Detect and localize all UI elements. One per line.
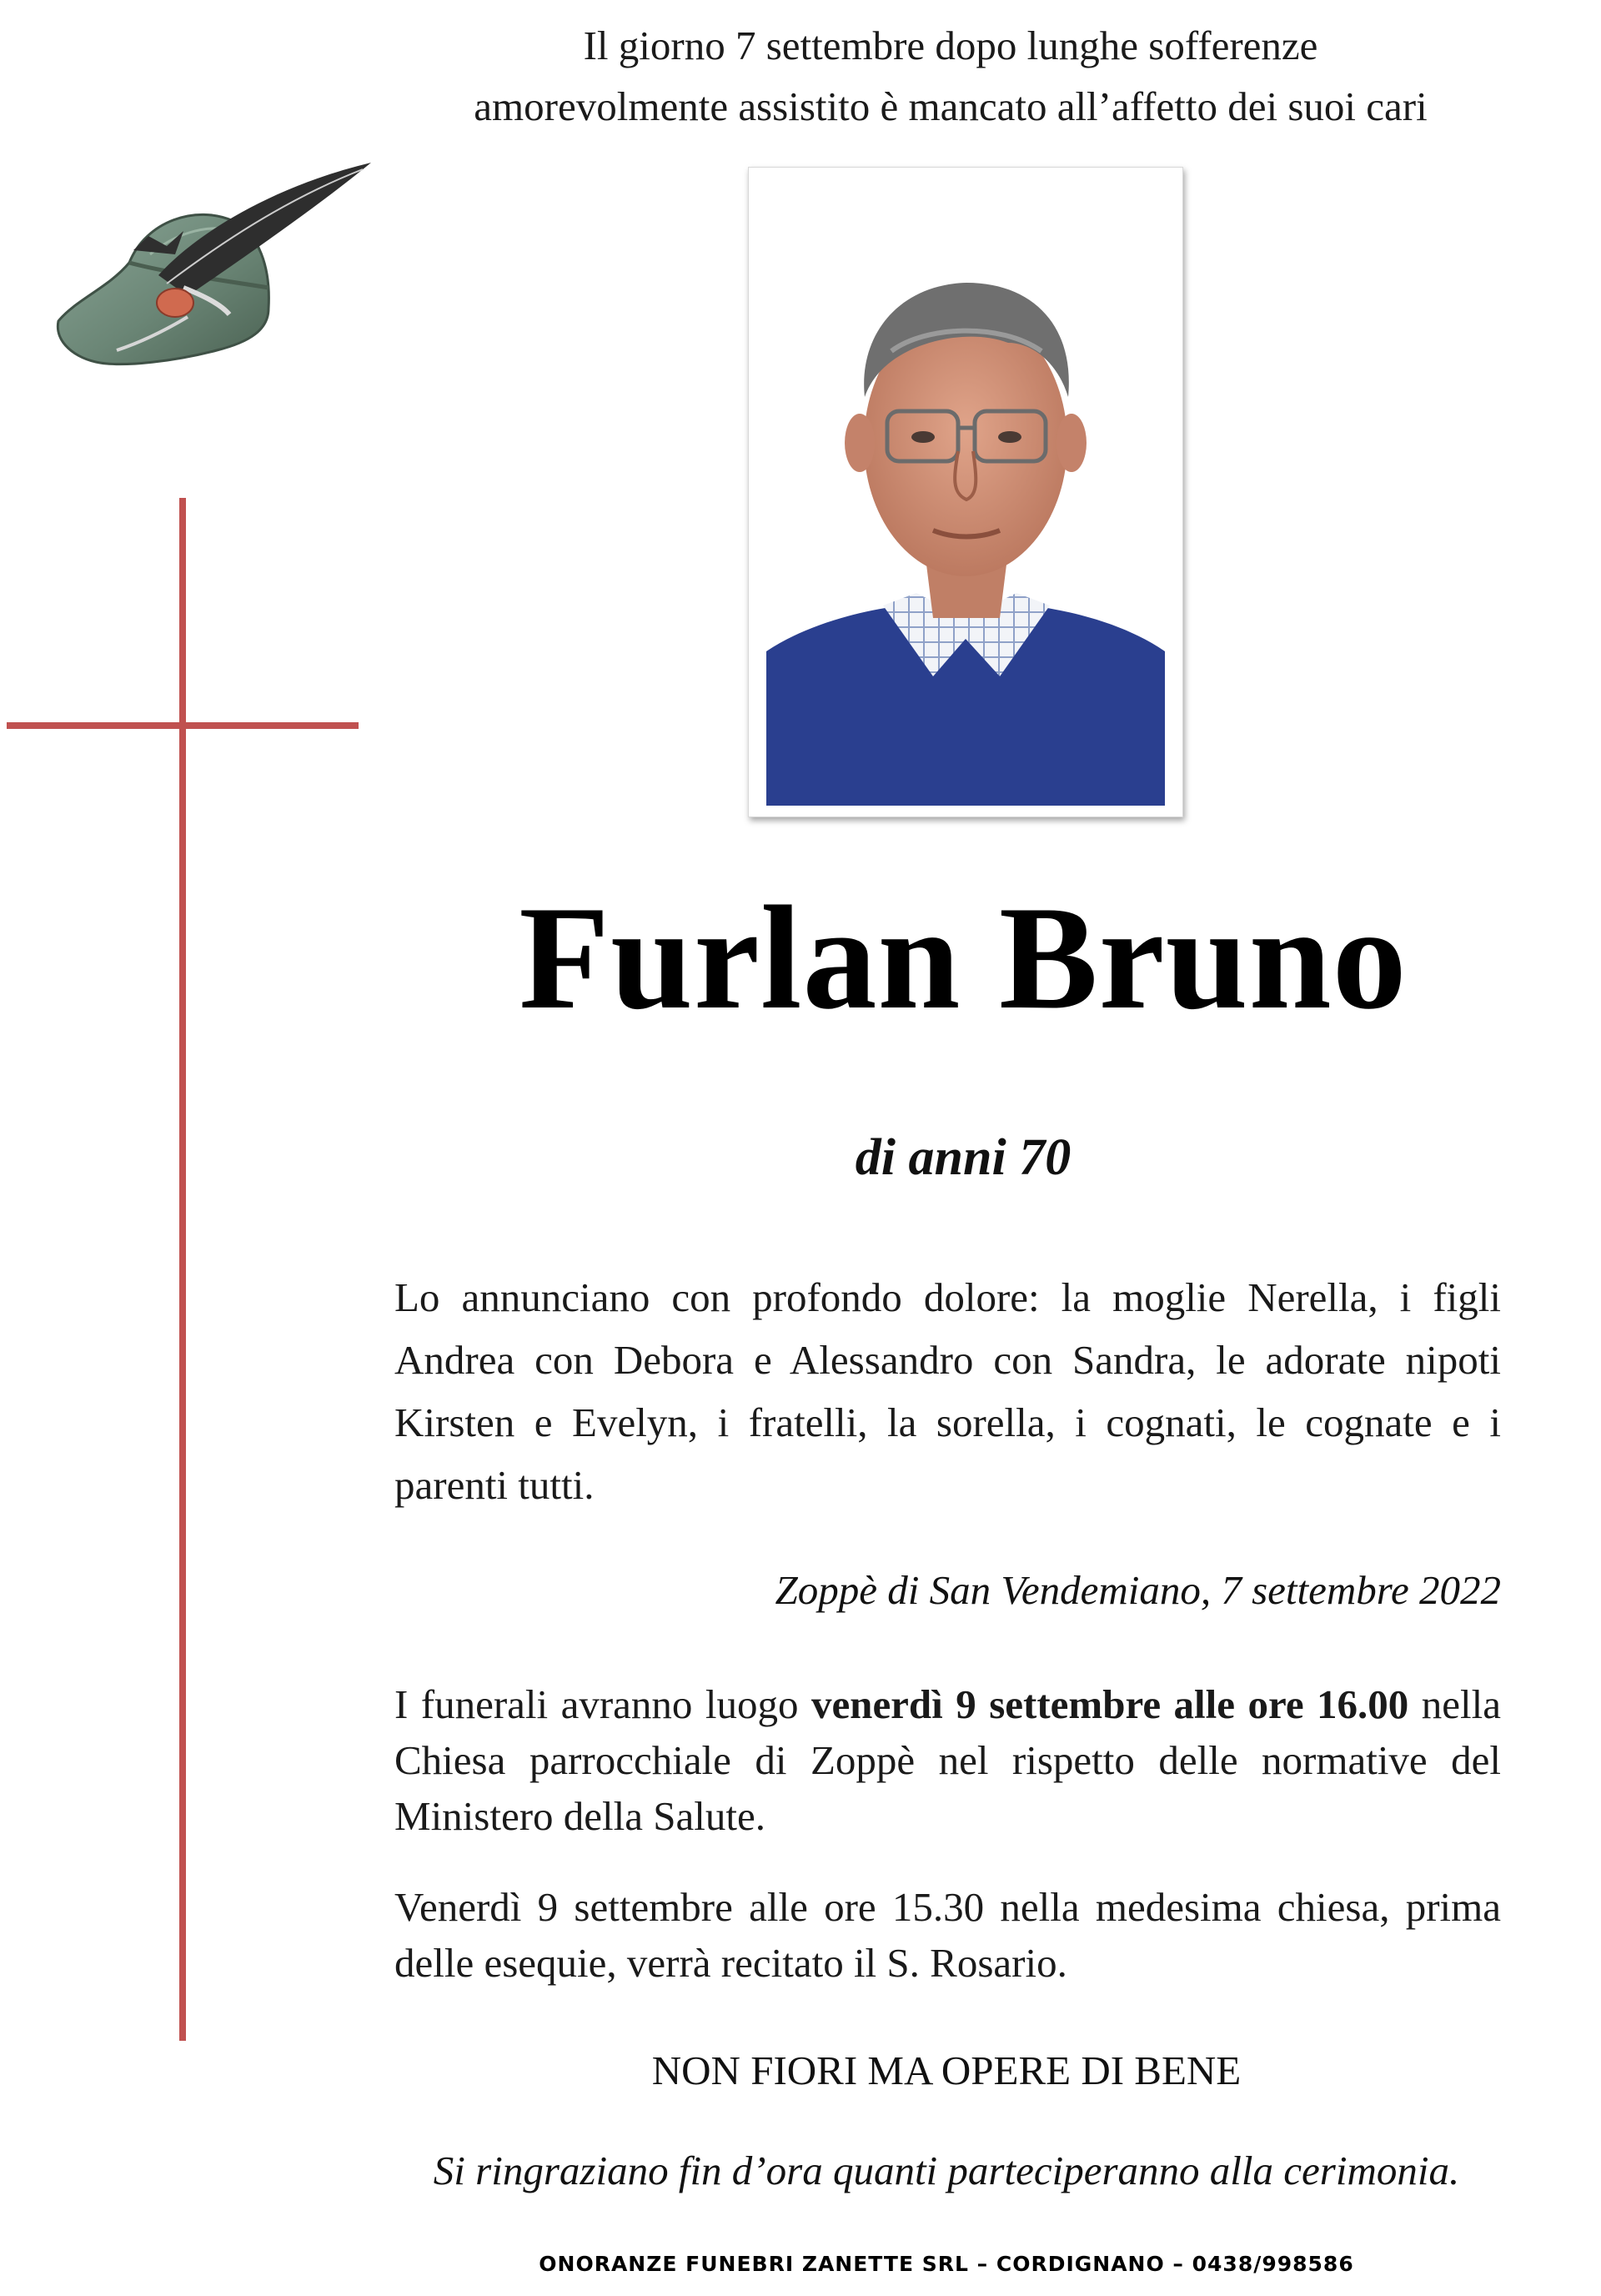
portrait-photo xyxy=(748,167,1183,817)
funeral-home-footer: ONORANZE FUNEBRI ZANETTE SRL – CORDIGNANO – 0438/998586 xyxy=(539,2252,1354,2276)
funeral-info xyxy=(394,1676,1501,1844)
funeral-info-intro: I funerali avranno luogo xyxy=(394,1681,811,1727)
cross-icon xyxy=(179,498,186,2041)
funeral-info-location: nella Chiesa parrocchiale di Zoppè nel rispetto delle normative del Ministero della Salute. xyxy=(394,1681,1501,1839)
rosary-info: Venerdì 9 settembre alle ore 15.30 nella medesima chiesa, prima delle esequie, verrà recitato il S. Rosario. xyxy=(394,1884,1501,1986)
deceased-age: di anni 70 xyxy=(855,1129,1072,1186)
thanks-text: Si ringraziano fin d’ora quanti parteciperanno alla cerimonia. xyxy=(433,2148,1460,2193)
announcement-text: Lo annunciano con profondo dolore: la moglie Nerella, i figli Andrea con Debora e Alessandro con Sandra, le adorate nipoti Kirsten e Evelyn, i fratelli, la sorella, i cognati, le cognate e i parenti tutti. xyxy=(394,1274,1501,1508)
intro-line-2: amorevolmente assistito è mancato all’affetto dei suoi cari xyxy=(474,83,1428,129)
intro-line-1: Il giorno 7 settembre dopo lunghe sofferenze xyxy=(583,23,1318,68)
cross-bar xyxy=(7,722,359,729)
deceased-name: Furlan Bruno xyxy=(519,875,1408,1040)
intro-text xyxy=(367,15,1534,137)
no-flowers-notice: NON FIORI MA OPERE DI BENE xyxy=(651,2047,1242,2093)
alpine-hat-icon xyxy=(50,163,375,388)
place-date: Zoppè di San Vendemiano, 7 settembre 2022 xyxy=(775,1567,1501,1613)
funeral-datetime: venerdì 9 settembre alle ore 16.00 xyxy=(811,1681,1409,1727)
